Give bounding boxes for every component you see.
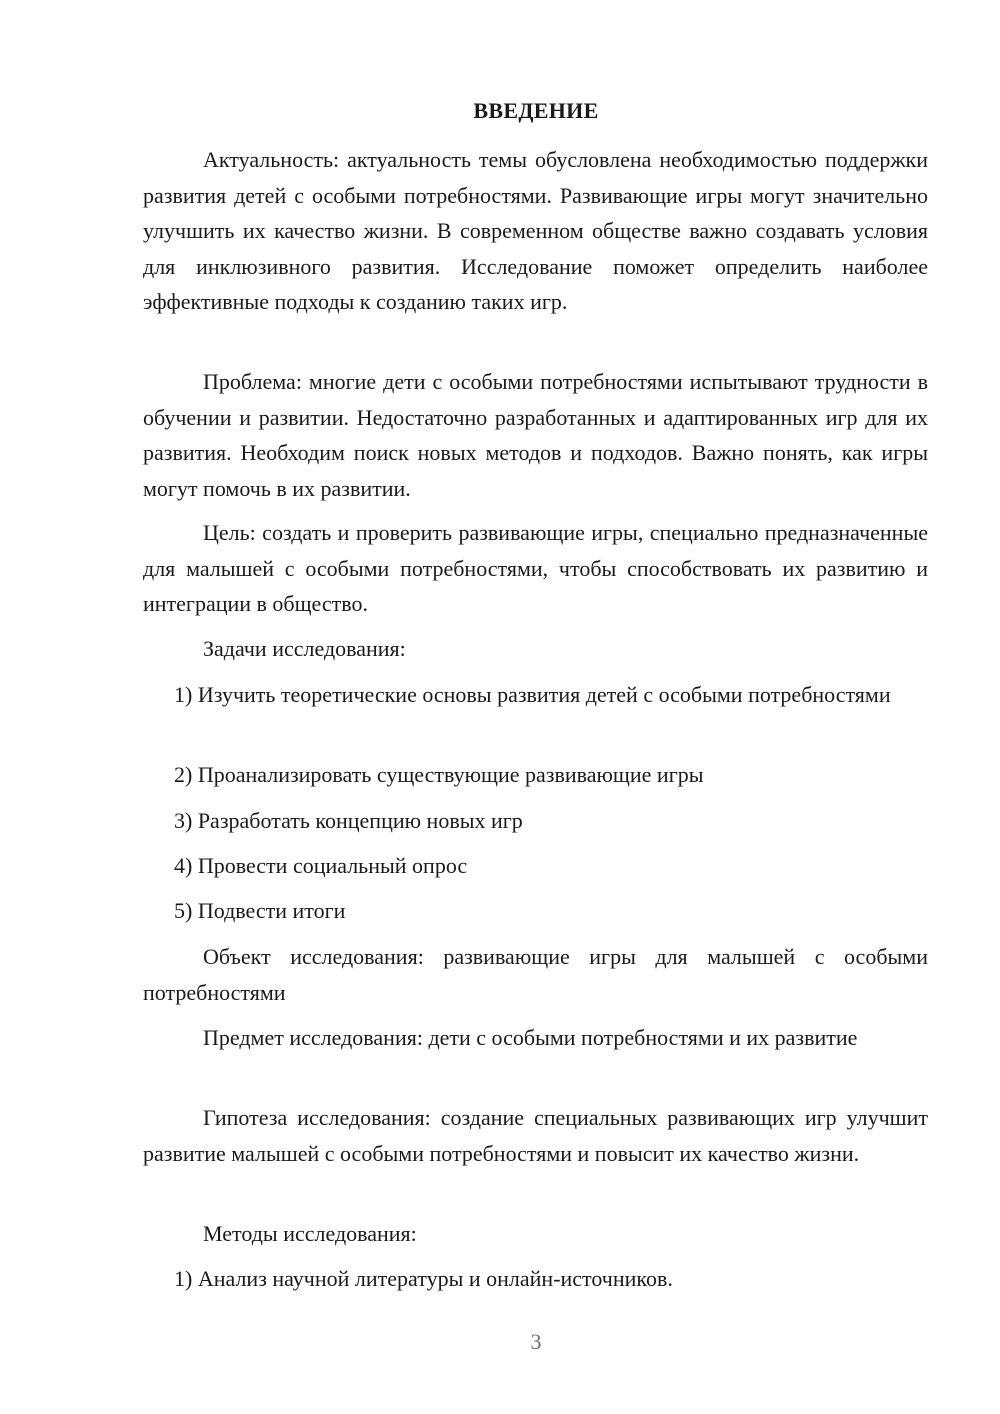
object-paragraph: Объект исследования: развивающие игры для малышей с особыми потребностями xyxy=(143,944,928,1005)
methods-title: Методы исследования: xyxy=(203,1221,417,1246)
task-item-2: 2) Проанализировать существующие развивающие игры xyxy=(174,762,704,787)
relevance-paragraph: Актуальность: актуальность темы обусловлена необходимостью поддержки развития детей с особыми потребностями. Развивающие игры могут значительно улучшить их качество жизни. В современном обществе важно создавать условия для инклюзивного развития. Исследование поможет определить наиболее эффективные подходы к созданию таких игр. xyxy=(143,147,928,314)
hypothesis-paragraph: Гипотеза исследования: создание специальных развивающих игр улучшит развитие малышей с особыми потребностями и повысит их качество жизни. xyxy=(143,1105,928,1166)
page-number: 3 xyxy=(530,1329,542,1354)
goal-paragraph: Цель: создать и проверить развивающие игры, специально предназначенные для малышей с особыми потребностями, чтобы способствовать их развитию и интеграции в общество. xyxy=(143,520,928,616)
tasks-title: Задачи исследования: xyxy=(203,636,406,661)
task-item-5: 5) Подвести итоги xyxy=(174,898,346,923)
task-item-1: 1) Изучить теоретические основы развития детей с особыми потребностями xyxy=(174,682,891,707)
task-item-4: 4) Провести социальный опрос xyxy=(174,853,468,878)
method-item-1: 1) Анализ научной литературы и онлайн-источников. xyxy=(174,1266,673,1291)
problem-paragraph: Проблема: многие дети с особыми потребностями испытывают трудности в обучении и развитии. Недостаточно разработанных и адаптированных игр для их развития. Необходим поиск новых методов и подходов. Важно понять, как игры могут помочь в их развитии. xyxy=(143,369,928,501)
section-heading: ВВЕДЕНИЕ xyxy=(473,98,599,123)
subject-paragraph: Предмет исследования: дети с особыми потребностями и их развитие xyxy=(203,1025,858,1050)
task-item-3: 3) Разработать концепцию новых игр xyxy=(174,808,523,833)
